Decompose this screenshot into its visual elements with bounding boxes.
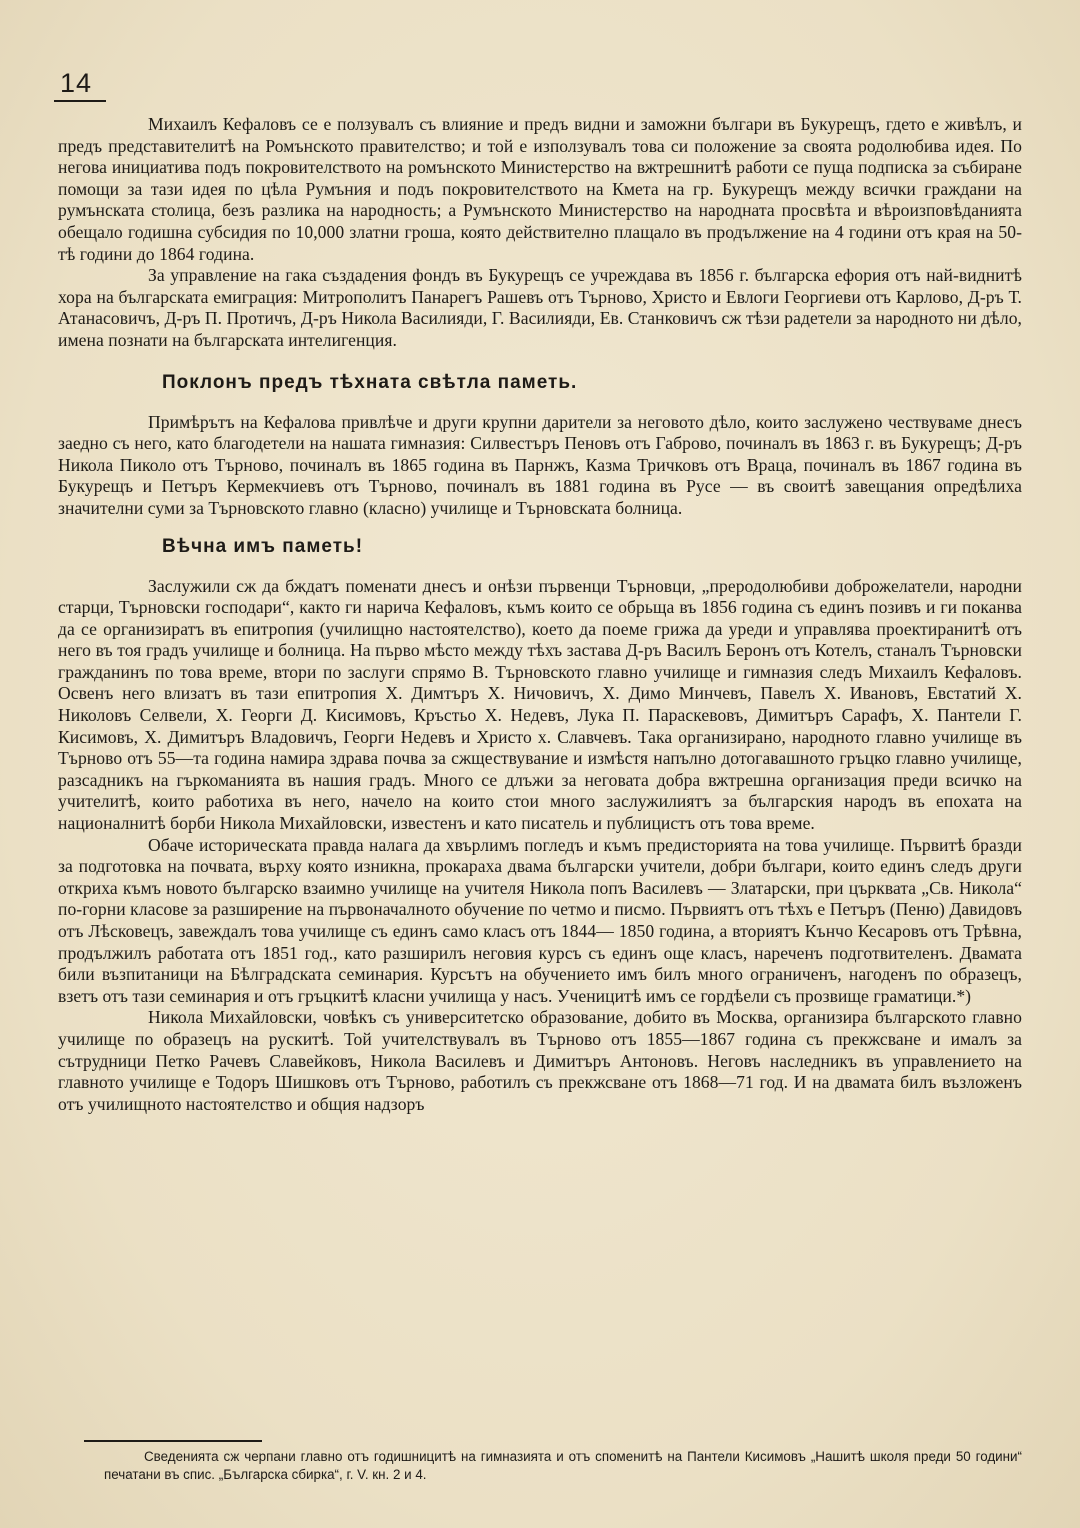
main-text bbox=[58, 114, 1022, 1115]
footnote: Сведенията сж черпани главно отъ годишницитѣ на гимназията и отъ споменитѣ на Пантели Кисимовъ „Нашитѣ школя преди 50 години“ печатани въ спис. „Българска сбирка“, г. V. кн. 2 и 4. bbox=[104, 1449, 1022, 1482]
paragraph-donors: Примѣрътъ на Кефалова привлѣче и други крупни дарители за неговото дѣло, които заслужено чествуваме днесъ заедно съ него, като благодетели на нашата гимназия: Силвестъръ Пеновъ отъ Габрово, починалъ въ 1863 г. въ Букурещъ; Д-ръ Никола Пиколо отъ Търново, починалъ въ 1865 година въ Парнжъ, Казма Тричковъ отъ Враца, починалъ въ 1867 година въ Букурещъ и Петъръ Кермекчиевъ отъ Търново, починалъ въ 1881 година въ Русе — въ своитѣ завещания опредѣлиха значителни суми за Търновското главно (класно) училище и Търновската болница. bbox=[58, 411, 1022, 518]
page-number-underline bbox=[54, 100, 106, 102]
paragraph-epitropia: Заслужили сж да бждатъ поменати днесъ и онѣзи първенци Търновци, „преродолюбиви доброжелатели, народни старци, Търновски господари“, както ги нарича Кефаловъ, къмъ които се обрьща въ 1856 година съ единъ позивъ и ги поканва да се организиратъ въ епитропия (училищно настоятелство), което да поеме грижа да уреди и управлява проектиранитѣ отъ него въ тоя градъ училище и болница. На първо мѣсто между тѣхъ застава Д-ръ Василъ Беронъ отъ Котелъ, станалъ Търновски гражданинъ по това време, втори по заслуги спрямо В. Търновското главно училище и гимназия следъ Михаилъ Кефаловъ. Освенъ него влизатъ въ тази епитропия Х. Димтъръ Х. Ничовичъ, Х. Димо Минчевъ, Павелъ Х. Ивановъ, Евстатий Х. Николовъ Селвели, Х. Георги Д. Кисимовъ, Кръстьо Х. Недевъ, Лука П. Параскевовъ, Димитъръ Сарафъ, Х. Пантели Г. Кисимовъ, Х. Димитъръ Владовичъ, Георги Недевъ и Христо х. Славчевъ. Така организирано, народното главно училище въ Търново отъ 55—та година намира здрава почва за сжществувание и измѣстя напълно дотогавашното гръцко главно училище, разсадникъ на гъркоманията въ нашия градъ. Много се длъжи за неговата добра вжтрешна организация преди всичко на учителитѣ, които работиха въ него, начело на които стои много заслужилиятъ за българския народъ въ епохата на националнитѣ борби Никола Михайловски, известенъ и като писатель и публицистъ отъ това време. bbox=[58, 575, 1022, 834]
footnote-separator bbox=[84, 1440, 262, 1442]
paragraph-bucharest-eforia: За управление на гака създадения фондъ въ Букурещъ се учреждава въ 1856 г. българска ефория отъ най-виднитѣ хора на българската емиграция: Митрополитъ Панарегъ Рашевъ отъ Търново, Христо и Евлоги Георгиеви отъ Карлово, Д-ръ Т. Атанасовичъ, Д-ръ П. Протичъ, Д-ръ Никола Василияди, Г. Василияди, Ев. Станковичъ сж тѣзи радетели за народното ни дѣло, имена познати на българската интелигенция. bbox=[58, 265, 1022, 350]
section-heading-eternal-memory: Вѣчна имъ паметь! bbox=[162, 535, 364, 557]
paragraph-school-prehistory: Обаче историческата правда налага да хвърлимъ погледъ и къмъ предисторията на това училище. Първитѣ бразди за подготовка на почвата, върху която изникна, прокараха двама български учители, добри българи, които единъ следъ други откриха къмъ новото българско взаимно училище на учителя Никола попъ Василевъ — Златарски, при църквата „Св. Никола“ по-горни класове за разширение на първоначалното обучение по четмо и писмо. Първиятъ отъ тѣхъ е Петъръ (Пеню) Давидовъ отъ Лѣсковецъ, завеждалъ това училище съ единъ само класъ отъ 1844— 1850 година, а вториятъ Кънчо Кесаровъ отъ Трѣвна, продължилъ работата отъ 1851 год., като разширилъ неговия курсъ съ единъ още класъ, нареченъ подготвителенъ. Двамата били възпитаници на Бѣлградската семинария. Курсътъ на обучението имъ билъ много ограниченъ, нагоденъ по образецъ, взетъ отъ тази семинария и отъ гръцкитѣ класни училища у насъ. Ученицитѣ имъ се гордѣели съ прозвище граматици.*) bbox=[58, 834, 1022, 1006]
paragraph-kefalov-influence: Михаилъ Кефаловъ се е ползувалъ съ влияние и предъ видни и заможни българи въ Букурещъ, гдето е живѣлъ, и предъ представителитѣ на Ромънското правителство; и той е използувалъ това си положение за своята родолюбива идея. По негова инициатива подъ покровителството на ромънското Министерство на вжтрешнитѣ работи се пуща подписка за събиране помощи за тази идея по цѣла Румъния и подъ покровителството на Кмета на гр. Букурещъ между всички граждани на румънската столица, безъ разлика на народность; а Румънското Министерство на народната просвѣта и вѣроизповѣданията обещало годишна субсидия по 10,000 златни гроша, която действително плащало въ продължение на 4 години отъ края на 50-тѣ години до 1864 година. bbox=[58, 114, 1022, 264]
section-heading-tribute: Поклонъ предъ тѣхната свѣтла паметь. bbox=[162, 371, 578, 393]
paragraph-mihailovski: Никола Михайловски, човѣкъ съ университетско образование, добито въ Москва, организира българското главно училище по образецъ на рускитѣ. Той учителствувалъ въ Търново отъ 1855—1867 година съ прекжсване и ималъ за сътрудници Петко Рачевъ Славейковъ, Никола Василевъ и Димитъръ Антоновъ. Неговъ наследникъ въ управлението на главното училище е Тодоръ Шишковъ отъ Търново, работилъ съ прекжсване отъ 1868—71 год. И на двамата билъ възложенъ отъ училищното настоятелство и общия надзоръ bbox=[58, 1007, 1022, 1114]
page-number: 14 bbox=[60, 68, 93, 98]
